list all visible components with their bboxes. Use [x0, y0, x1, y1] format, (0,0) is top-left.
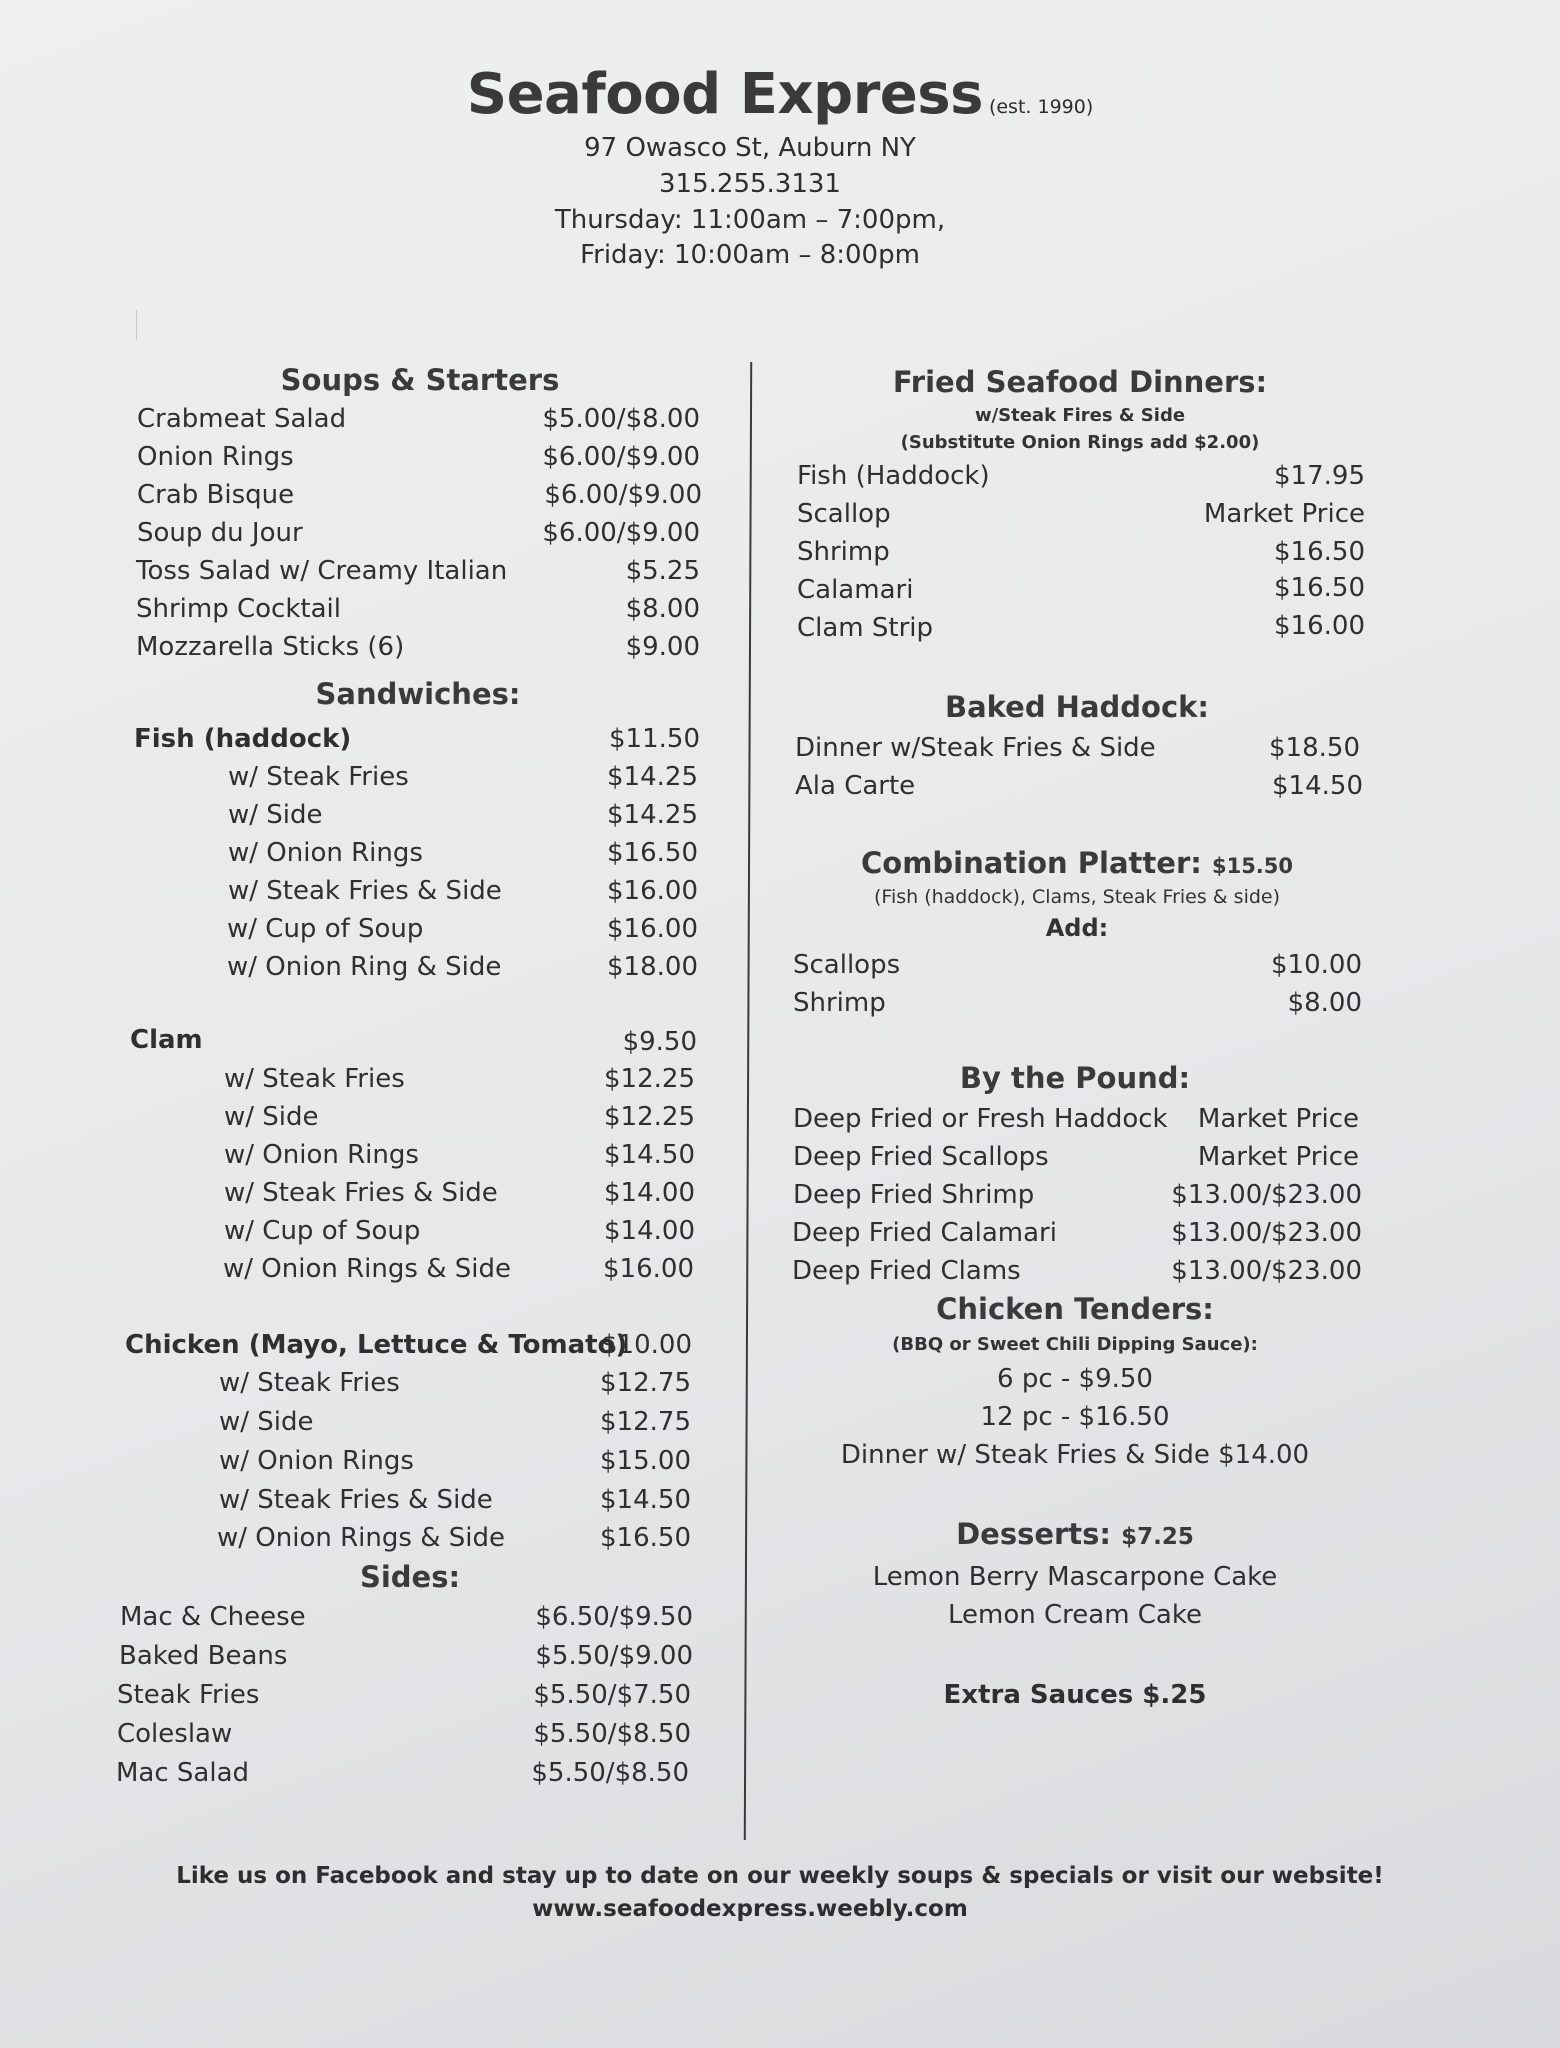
sandwich-chicken: Chicken (Mayo, Lettuce & Tomato) [125, 1330, 628, 1360]
menu-item-price: $6.00/$9.00 [542, 518, 700, 548]
menu-item-name: Deep Fried or Fresh Haddock [793, 1104, 1168, 1134]
menu-item-price: $13.00/$23.00 [1171, 1218, 1362, 1248]
menu-item-name: Shrimp [793, 988, 886, 1018]
menu-option: w/ Side [219, 1407, 314, 1437]
menu-item-price: $16.50 [600, 1523, 691, 1553]
menu-item-name: Mac & Cheese [120, 1602, 306, 1632]
menu-item-price: $5.50/$9.00 [535, 1641, 693, 1671]
menu-option: w/ Onion Rings [219, 1446, 414, 1476]
menu-item-price: Market Price [1203, 499, 1365, 529]
tenders-line: 6 pc - $9.50 [997, 1364, 1153, 1394]
menu-item-price: $14.25 [607, 800, 698, 830]
menu-item-name: Coleslaw [117, 1719, 233, 1749]
menu-item-price: $9.00 [625, 632, 700, 662]
menu-item-price: $14.50 [604, 1140, 695, 1170]
menu-option: w/ Steak Fries & Side [219, 1485, 493, 1515]
menu-option: w/ Steak Fries [228, 762, 409, 792]
menu-item-name: Toss Salad w/ Creamy Italian [136, 556, 508, 586]
menu-option: w/ Onion Rings [228, 838, 423, 868]
menu-item-price: $5.50/$7.50 [533, 1680, 691, 1710]
menu-item-price: $5.25 [625, 556, 700, 586]
combo-description: (Fish (haddock), Clams, Steak Fries & side) [873, 886, 1281, 908]
menu-item-price: $12.25 [604, 1102, 695, 1132]
extra-sauces: Extra Sauces $.25 [943, 1680, 1207, 1710]
menu-option: w/ Steak Fries & Side [224, 1178, 498, 1208]
menu-option: w/ Onion Rings & Side [217, 1523, 505, 1553]
menu-option: w/ Side [224, 1102, 319, 1132]
menu-item-price: $11.50 [609, 724, 700, 754]
menu-item-price: $16.00 [603, 1254, 694, 1284]
menu-item-price: $14.00 [604, 1178, 695, 1208]
menu-item-name: Fish (Haddock) [797, 461, 990, 491]
sandwiches-heading: Sandwiches: [315, 677, 521, 711]
menu-item-price: $18.50 [1269, 733, 1360, 763]
menu-item-price: $13.00/$23.00 [1171, 1180, 1362, 1210]
menu-option: w/ Steak Fries [219, 1368, 400, 1398]
desserts-title: Desserts: [956, 1517, 1112, 1551]
sides-heading: Sides: [359, 1560, 461, 1594]
menu-item-name: Deep Fried Calamari [792, 1218, 1057, 1248]
menu-option: w/ Onion Rings & Side [223, 1254, 511, 1284]
menu-item-price: $8.00 [625, 594, 700, 624]
menu-option: w/ Onion Ring & Side [227, 952, 502, 982]
menu-item-price: $14.25 [607, 762, 698, 792]
hours-thursday: Thursday: 11:00am – 7:00pm, [554, 205, 946, 235]
sandwich-clam: Clam [130, 1025, 203, 1055]
menu-item-name: Steak Fries [117, 1680, 260, 1710]
menu-item-name: Mac Salad [116, 1758, 250, 1788]
menu-item-name: Shrimp Cocktail [136, 594, 341, 624]
menu-item-price: $16.00 [1274, 611, 1365, 641]
combo-price: $15.50 [1211, 854, 1294, 878]
combo-add-label: Add: [1045, 914, 1109, 942]
soups-heading: Soups & Starters [280, 363, 560, 397]
menu-item-price: $10.00 [1271, 950, 1362, 980]
menu-item-name: Clam Strip [797, 613, 934, 643]
fried-dinners-subtitle: w/Steak Fires & Side [974, 405, 1186, 426]
page-mark [136, 310, 137, 340]
footer-website[interactable]: www.seafoodexpress.weebly.com [532, 1896, 968, 1922]
menu-item-price: Market Price [1197, 1142, 1359, 1172]
menu-item-name: Ala Carte [795, 771, 916, 801]
chicken-tenders-heading: Chicken Tenders: [936, 1292, 1214, 1326]
phone: 315.255.3131 [659, 169, 841, 199]
hours-friday: Friday: 10:00am – 8:00pm [580, 240, 920, 270]
menu-item-price: $16.00 [607, 914, 698, 944]
menu-item-name: Scallop [797, 499, 891, 529]
menu-item-price: $13.00/$23.00 [1171, 1256, 1362, 1286]
tenders-line: 12 pc - $16.50 [980, 1402, 1170, 1432]
menu-option: w/ Steak Fries & Side [228, 876, 502, 906]
menu-item-price: $16.50 [607, 838, 698, 868]
menu-item-name: Crab Bisque [137, 480, 295, 510]
dessert-item: Lemon Berry Mascarpone Cake [872, 1562, 1278, 1592]
desserts-price: $7.25 [1121, 1524, 1194, 1550]
menu-item-price: $5.50/$8.50 [531, 1758, 689, 1788]
address: 97 Owasco St, Auburn NY [584, 133, 916, 163]
menu-option: w/ Side [228, 800, 323, 830]
menu-item-name: Deep Fried Clams [792, 1256, 1021, 1286]
fried-dinners-heading: Fried Seafood Dinners: [892, 365, 1268, 399]
menu-item-price: $16.50 [1274, 537, 1365, 567]
menu-item-price: $16.00 [607, 876, 698, 906]
menu-item-name: Deep Fried Scallops [793, 1142, 1049, 1172]
menu-item-price: $10.00 [601, 1330, 692, 1360]
menu-item-name: Onion Rings [137, 442, 294, 472]
column-divider [744, 362, 752, 1840]
menu-item-price: $17.95 [1274, 461, 1365, 491]
menu-option: w/ Cup of Soup [227, 914, 424, 944]
menu-item-price: $8.00 [1287, 988, 1362, 1018]
menu-item-price: $18.00 [607, 952, 698, 982]
menu-option: w/ Onion Rings [224, 1140, 419, 1170]
by-the-pound-heading: By the Pound: [959, 1061, 1191, 1095]
menu-item-name: Shrimp [797, 537, 890, 567]
restaurant-name: Seafood Express [466, 62, 983, 127]
menu-item-name: Deep Fried Shrimp [793, 1180, 1035, 1210]
combo-heading [777, 846, 1377, 880]
menu-item-price: $6.00/$9.00 [544, 480, 702, 510]
established-year: (est. 1990) [988, 96, 1094, 118]
menu-item-price: $5.50/$8.50 [533, 1719, 691, 1749]
menu-item-name: Mozzarella Sticks (6) [136, 632, 405, 662]
menu-item-price: $12.75 [600, 1407, 691, 1437]
dessert-item: Lemon Cream Cake [947, 1600, 1202, 1630]
desserts-heading [775, 1517, 1375, 1551]
menu-item-price: $15.00 [600, 1446, 691, 1476]
menu-item-price: Market Price [1197, 1104, 1359, 1134]
sandwich-fish: Fish (haddock) [134, 724, 352, 754]
fried-dinners-note: (Substitute Onion Rings add $2.00) [900, 432, 1260, 453]
restaurant-header [0, 62, 1560, 127]
menu-item-price: $14.50 [600, 1485, 691, 1515]
menu-item-name: Soup du Jour [137, 518, 303, 548]
menu-item-name: Calamari [797, 575, 914, 605]
menu-option: w/ Steak Fries [224, 1064, 405, 1094]
menu-option: w/ Cup of Soup [224, 1216, 421, 1246]
baked-haddock-heading: Baked Haddock: [944, 690, 1210, 724]
menu-item-name: Baked Beans [119, 1641, 288, 1671]
menu-item-name: Crabmeat Salad [137, 404, 347, 434]
menu-item-price: $12.25 [604, 1064, 695, 1094]
menu-item-price: $5.00/$8.00 [542, 404, 700, 434]
menu-item-price: $6.00/$9.00 [542, 442, 700, 472]
menu-item-price: $12.75 [600, 1368, 691, 1398]
menu-item-price: $14.00 [604, 1216, 695, 1246]
menu-item-price: $9.50 [622, 1027, 697, 1057]
menu-item-name: Scallops [793, 950, 901, 980]
menu-item-price: $14.50 [1272, 771, 1363, 801]
tenders-line: Dinner w/ Steak Fries & Side $14.00 [840, 1440, 1310, 1470]
menu-item-name: Dinner w/Steak Fries & Side [795, 733, 1156, 763]
menu-item-price: $16.50 [1274, 573, 1365, 603]
footer-facebook-note: Like us on Facebook and stay up to date on our weekly soups & specials or visit our website! [176, 1863, 1384, 1889]
chicken-tenders-sauces: (BBQ or Sweet Chili Dipping Sauce): [892, 1334, 1258, 1355]
menu-item-price: $6.50/$9.50 [535, 1602, 693, 1632]
combo-title: Combination Platter: [860, 846, 1202, 880]
